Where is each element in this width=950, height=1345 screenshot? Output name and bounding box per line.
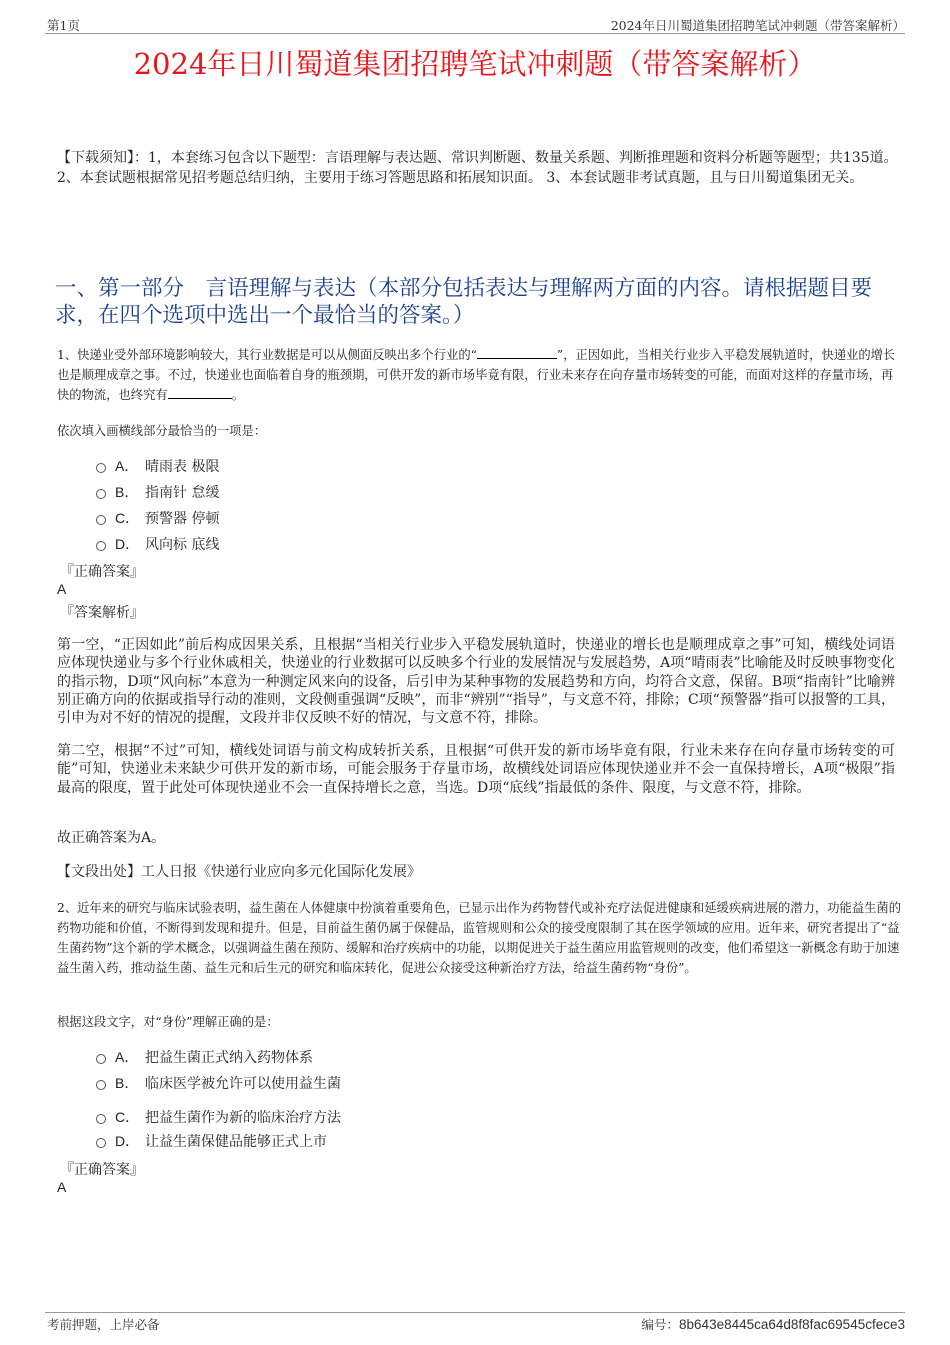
question-2-text: 2、近年来的研究与临床试验表明，益生菌在人体健康中扮演着重要角色，已显示出作为药物替代或补充疗法促进健康和延缓疾病进展的潜力，功能益生菌的药物功能和价值，不断得到发现和提升。但是，目前益生菌仍属于保健品，监管规则和公众的接受度限制了其在医学领域的应用。近年来，研究者提出了“益生菌药物”这个新的学术概念，以强调益生菌在预防、缓解和治疗疾病中的功能，以期促进关于益生菌应用监管规则的改变，他们希望这一新概念有助于加速益生菌入药，推动益生菌、益生元和后生元的研究和临床转化，促进公众接受这种新治疗方法，给益生菌药物“身份”。 [57, 901, 902, 975]
header-doc-title: 2024年日川蜀道集团招聘笔试冲刺题（带答案解析） [610, 18, 905, 33]
blank-2 [168, 386, 232, 399]
footer-slogan: 考前押题，上岸必备 [47, 1317, 160, 1332]
radio-icon[interactable] [96, 541, 106, 551]
q1-source: 【文段出处】工人日报《快递行业应向多元化国际化发展》 [57, 864, 421, 880]
option-text: 晴雨表 极限 [145, 459, 220, 475]
q1-answer: A [57, 581, 67, 597]
radio-icon[interactable] [96, 1114, 106, 1124]
radio-icon[interactable] [96, 1080, 106, 1090]
radio-icon[interactable] [96, 1138, 106, 1148]
option-text: 预警器 停顿 [145, 511, 220, 527]
footer-divider [45, 1312, 905, 1313]
option-letter: C． [115, 1109, 140, 1125]
q1-text-b: ”，正因如此，当相关行业步入平稳发展轨道时，快递业的增长也是顺理成章之事。不过，快递业也面临着自身的瓶颈期，可供开发的新市场毕竟有限，行业未来存在向存量市场转变的可能，而面对这样的存量市场，再快的物流，也终究有 [57, 348, 896, 402]
option-letter: A． [115, 458, 139, 474]
option-letter: A． [115, 1049, 139, 1065]
question-1-text [57, 345, 902, 405]
option-letter: D． [115, 1133, 140, 1149]
option-text: 临床医学被允许可以使用益生菌 [145, 1076, 341, 1092]
q1-text-a: 1、快递业受外部环境影响较大，其行业数据是可以从侧面反映出多个行业的“ [57, 348, 477, 362]
q2-answer-label: 『正确答案』 [60, 1162, 144, 1178]
download-notice: 【下载须知】：1，本套练习包含以下题型：言语理解与表达题、常识判断题、数量关系题、判断推理题和资料分析题等题型；共135道。2、本套试题根据常见招考题总结归纳，主要用于练习答题思路和拓展知识面。 3、本套试题非考试真题，且与日川蜀道集团无关。 [57, 150, 898, 186]
option-letter: C． [115, 510, 140, 526]
option-text: 指南针 怠缓 [145, 485, 220, 501]
q1-option-a[interactable] [96, 456, 219, 476]
code-label: 编号： [641, 1317, 680, 1332]
header-divider [45, 33, 905, 34]
option-letter: B． [115, 1075, 139, 1091]
q2-option-a[interactable] [96, 1047, 313, 1067]
q1-conclusion: 故正确答案为A。 [57, 830, 166, 846]
option-letter: D． [115, 536, 140, 552]
footer-code [642, 1315, 905, 1333]
radio-icon[interactable] [96, 489, 106, 499]
q1-answer-label: 『正确答案』 [60, 564, 144, 580]
q2-option-b[interactable] [96, 1073, 341, 1093]
page-title: 2024年日川蜀道集团招聘笔试冲刺题（带答案解析） [133, 47, 817, 81]
q2-option-d[interactable] [96, 1131, 327, 1151]
option-text: 风向标 底线 [145, 537, 220, 553]
q2-option-c[interactable] [96, 1107, 341, 1127]
option-text: 把益生菌正式纳入药物体系 [145, 1050, 313, 1066]
q1-text-c: 。 [231, 388, 244, 402]
question-2-prompt: 根据这段文字，对“身份”理解正确的是： [57, 1015, 279, 1029]
q1-analysis-paragraph-1: 第一空，“正因如此”前后构成因果关系，且根据“当相关行业步入平稳发展轨道时，快递业的增长也是顺理成章之事”可知，横线处词语应体现快递业与多个行业休戚相关，快递业的行业数据可以反映多个行业的发展情况与发展趋势，A项“晴雨表”比喻能及时反映事物变化的指示物，D项“风向标”本意为一种测定风来向的设备，后引申为某种事物的发展趋势和方向，均符合文意，保留。B项“指南针”比喻辨别正确方向的依据或指导行动的准则，文段侧重强调“反映”，而非“辨别”“指导”，与文意不符，排除；C项“预警器”指可以报警的工具，引申为对不好的情况的提醒，文段并非仅反映不好的情况，与文意不符，排除。 [57, 637, 895, 727]
q1-analysis-paragraph-2: 第二空，根据“不过”可知，横线处词语与前文构成转折关系，且根据“可供开发的新市场毕竟有限，行业未来存在向存量市场转变的可能”可知，快递业未来缺少可供开发的新市场，可能会服务于存量市场，故横线处词语应体现快递业并不会一直保持增长，A项“极限”指最高的限度，置于此处可体现快递业不会一直保持增长之意，当选。D项“底线”指最低的条件、限度，与文意不符，排除。 [57, 743, 895, 796]
question-1-prompt: 依次填入画横线部分最恰当的一项是： [57, 424, 267, 438]
blank-1 [477, 346, 557, 359]
q1-analysis-label: 『答案解析』 [60, 605, 144, 621]
q1-option-b[interactable] [96, 482, 219, 502]
option-letter: B． [115, 484, 139, 500]
page-number: 第1页 [47, 18, 80, 33]
section-heading: 一、第一部分 言语理解与表达（本部分包括表达与理解两方面的内容。请根据题目要求，在四个选项中选出一个最恰当的答案。） [55, 276, 873, 328]
q1-option-c[interactable] [96, 508, 219, 528]
option-text: 把益生菌作为新的临床治疗方法 [145, 1110, 341, 1126]
code-value: 8b643e8445ca64d8f8fac69545cfece3 [679, 1317, 905, 1332]
radio-icon[interactable] [96, 463, 106, 473]
radio-icon[interactable] [96, 1054, 106, 1064]
q1-option-d[interactable] [96, 534, 219, 554]
q2-answer: A [57, 1179, 67, 1195]
radio-icon[interactable] [96, 515, 106, 525]
option-text: 让益生菌保健品能够正式上市 [145, 1134, 327, 1150]
